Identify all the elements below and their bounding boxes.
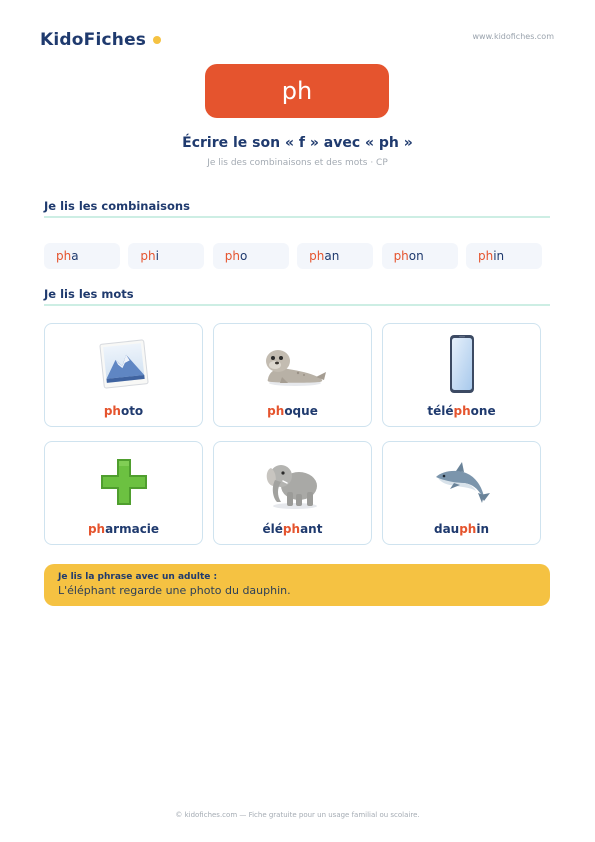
combination-rest: on — [408, 249, 424, 263]
combination-highlight: ph — [309, 249, 325, 263]
section-title-words: Je lis les mots — [44, 287, 134, 301]
word-highlight: ph — [267, 404, 285, 418]
combination-highlight: ph — [56, 249, 72, 263]
site-url[interactable]: www.kidofiches.com — [472, 32, 554, 41]
combination-rest: i — [155, 249, 159, 263]
word-label — [45, 404, 202, 418]
seal-icon — [258, 339, 328, 389]
word-card-photo — [44, 323, 203, 427]
word-suffix: oto — [120, 404, 144, 418]
word-suffix: one — [470, 404, 496, 418]
combination-rest: in — [493, 249, 505, 263]
word-prefix: élé — [262, 522, 283, 536]
footer-note: © kidofiches.com — Fiche gratuite pour un usage familial ou scolaire. — [175, 811, 420, 819]
combination-pill — [382, 243, 458, 269]
word-label — [214, 522, 371, 536]
word-highlight: ph — [103, 404, 121, 418]
word-suffix: in — [476, 522, 490, 536]
section-title-combinations: Je lis les combinaisons — [44, 199, 190, 213]
sentence-box — [44, 564, 550, 606]
word-label — [383, 522, 540, 536]
section-rule — [44, 216, 550, 218]
sound-badge: ph — [205, 64, 389, 118]
combination-pill — [213, 243, 289, 269]
word-card-pharmacie — [44, 441, 203, 545]
word-prefix: télé — [427, 404, 454, 418]
word-suffix: ant — [300, 522, 323, 536]
word-label — [214, 404, 371, 418]
sentence-label: Je lis la phrase avec un adulte : — [58, 572, 218, 582]
combination-rest: o — [240, 249, 248, 263]
page-title: Écrire le son « f » avec « ph » — [182, 135, 413, 151]
sentence-text: L'éléphant regarde une photo du dauphin. — [58, 584, 291, 597]
combination-pill — [44, 243, 120, 269]
dolphin-icon — [432, 457, 492, 507]
word-suffix: oque — [284, 404, 318, 418]
page-subtitle: Je lis des combinaisons et des mots · CP — [207, 158, 388, 168]
photo-icon — [96, 336, 152, 392]
combination-highlight: ph — [477, 249, 494, 263]
word-card-telephone — [382, 323, 541, 427]
word-label — [45, 522, 202, 536]
combination-rest: an — [324, 249, 340, 263]
word-card-elephant — [213, 441, 372, 545]
smartphone-icon — [445, 333, 479, 395]
word-highlight: ph — [459, 522, 477, 536]
word-card-phoque — [213, 323, 372, 427]
combinations-row — [44, 243, 542, 269]
combination-pill — [297, 243, 373, 269]
word-highlight: ph — [453, 404, 471, 418]
word-highlight: ph — [87, 522, 106, 536]
word-label — [383, 404, 540, 418]
combination-pill — [466, 243, 542, 269]
word-card-dauphin — [382, 441, 541, 545]
section-rule — [44, 304, 550, 306]
elephant-icon — [263, 454, 323, 510]
combination-pill — [128, 243, 204, 269]
brand-dot — [153, 36, 161, 44]
combination-highlight: ph — [393, 249, 409, 263]
word-grid — [44, 323, 541, 545]
word-prefix: dau — [433, 522, 460, 536]
combination-highlight: ph — [140, 249, 156, 263]
combination-rest: a — [71, 249, 79, 263]
word-highlight: ph — [282, 522, 301, 536]
combination-highlight: ph — [224, 249, 241, 263]
brand-logo: KidoFiches — [40, 30, 147, 50]
pharmacy-cross-icon — [96, 454, 152, 510]
word-suffix: armacie — [105, 522, 160, 536]
